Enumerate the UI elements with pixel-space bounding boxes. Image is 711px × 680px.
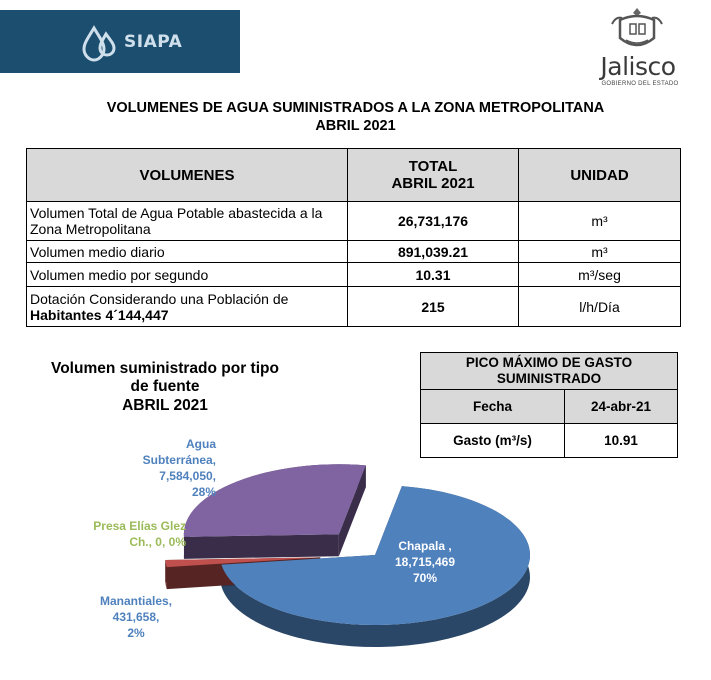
label-subterranea-pct: 28% [191,485,216,499]
row-value: 891,039.21 [348,241,519,263]
jalisco-subtitle: GOBIERNO DEL ESTADO [601,81,679,87]
header-volumenes: VOLUMENES [27,149,348,202]
row-label: Volumen Total de Agua Potable abastecida a la Zona Metropolitana [27,202,348,241]
row-unit: m³/seg [519,263,681,287]
jalisco-brand: Jalisco [600,52,676,81]
fecha-label: Fecha [421,390,565,424]
label-subterranea-name: Agua [186,437,216,451]
chart-title-line3: ABRIL 2021 [122,397,208,414]
peak-flow-header-line2: SUMINISTRADO [496,371,602,386]
row-label-line2: Habitantes 4´144,447 [30,306,169,323]
label-chapala-pct: 70% [412,571,438,585]
row-unit: m³ [519,202,681,241]
label-presa-name: Presa Elías Glez [93,519,186,533]
gasto-value: 10.91 [565,424,678,458]
row-label-line1: Dotación Considerando una Población de [30,290,289,307]
row-value: 215 [348,287,519,327]
row-unit: m³ [519,241,681,263]
row-value: 26,731,176 [348,202,519,241]
header-total-line1: TOTAL [408,158,458,175]
chart-title-line1: Volumen suministrado por tipo [51,360,279,377]
label-presa [76,518,186,550]
page-subtitle: ABRIL 2021 [315,118,396,134]
gasto-label: Gasto (m³/s) [421,424,565,458]
fecha-value: 24-abr-21 [565,390,678,424]
peak-flow-header-line1: PICO MÁXIMO DE GASTO [465,355,633,370]
page-title: VOLUMENES DE AGUA SUMINISTRADOS A LA ZONA METROPOLITANA [106,100,605,116]
label-manantiales [86,593,186,641]
header-total-line2: ABRIL 2021 [391,175,475,192]
label-chapala-value: 18,715,469 [394,555,456,569]
label-chapala [380,538,470,586]
row-unit: l/h/Día [519,287,681,327]
label-presa-value: Ch., 0, 0% [129,535,186,549]
label-subterranea-name2: Subterránea, [142,453,216,467]
row-value: 10.31 [348,263,519,287]
header-unidad: UNIDAD [519,149,681,202]
label-chapala-name: Chapala , [398,539,452,553]
label-subterranea-value: 7,584,050, [159,469,216,483]
chart-title-line2: de fuente [130,378,200,395]
label-manantiales-pct: 2% [127,626,145,640]
label-subterranea [126,436,216,500]
row-label: Volumen medio por segundo [27,263,348,287]
label-manantiales-name: Manantiales, [99,594,173,608]
pie-slice-wall [184,534,339,559]
row-label: Volumen medio diario [27,241,348,263]
siapa-brand: SIAPA [124,32,183,52]
label-manantiales-value: 431,658, [112,610,160,624]
